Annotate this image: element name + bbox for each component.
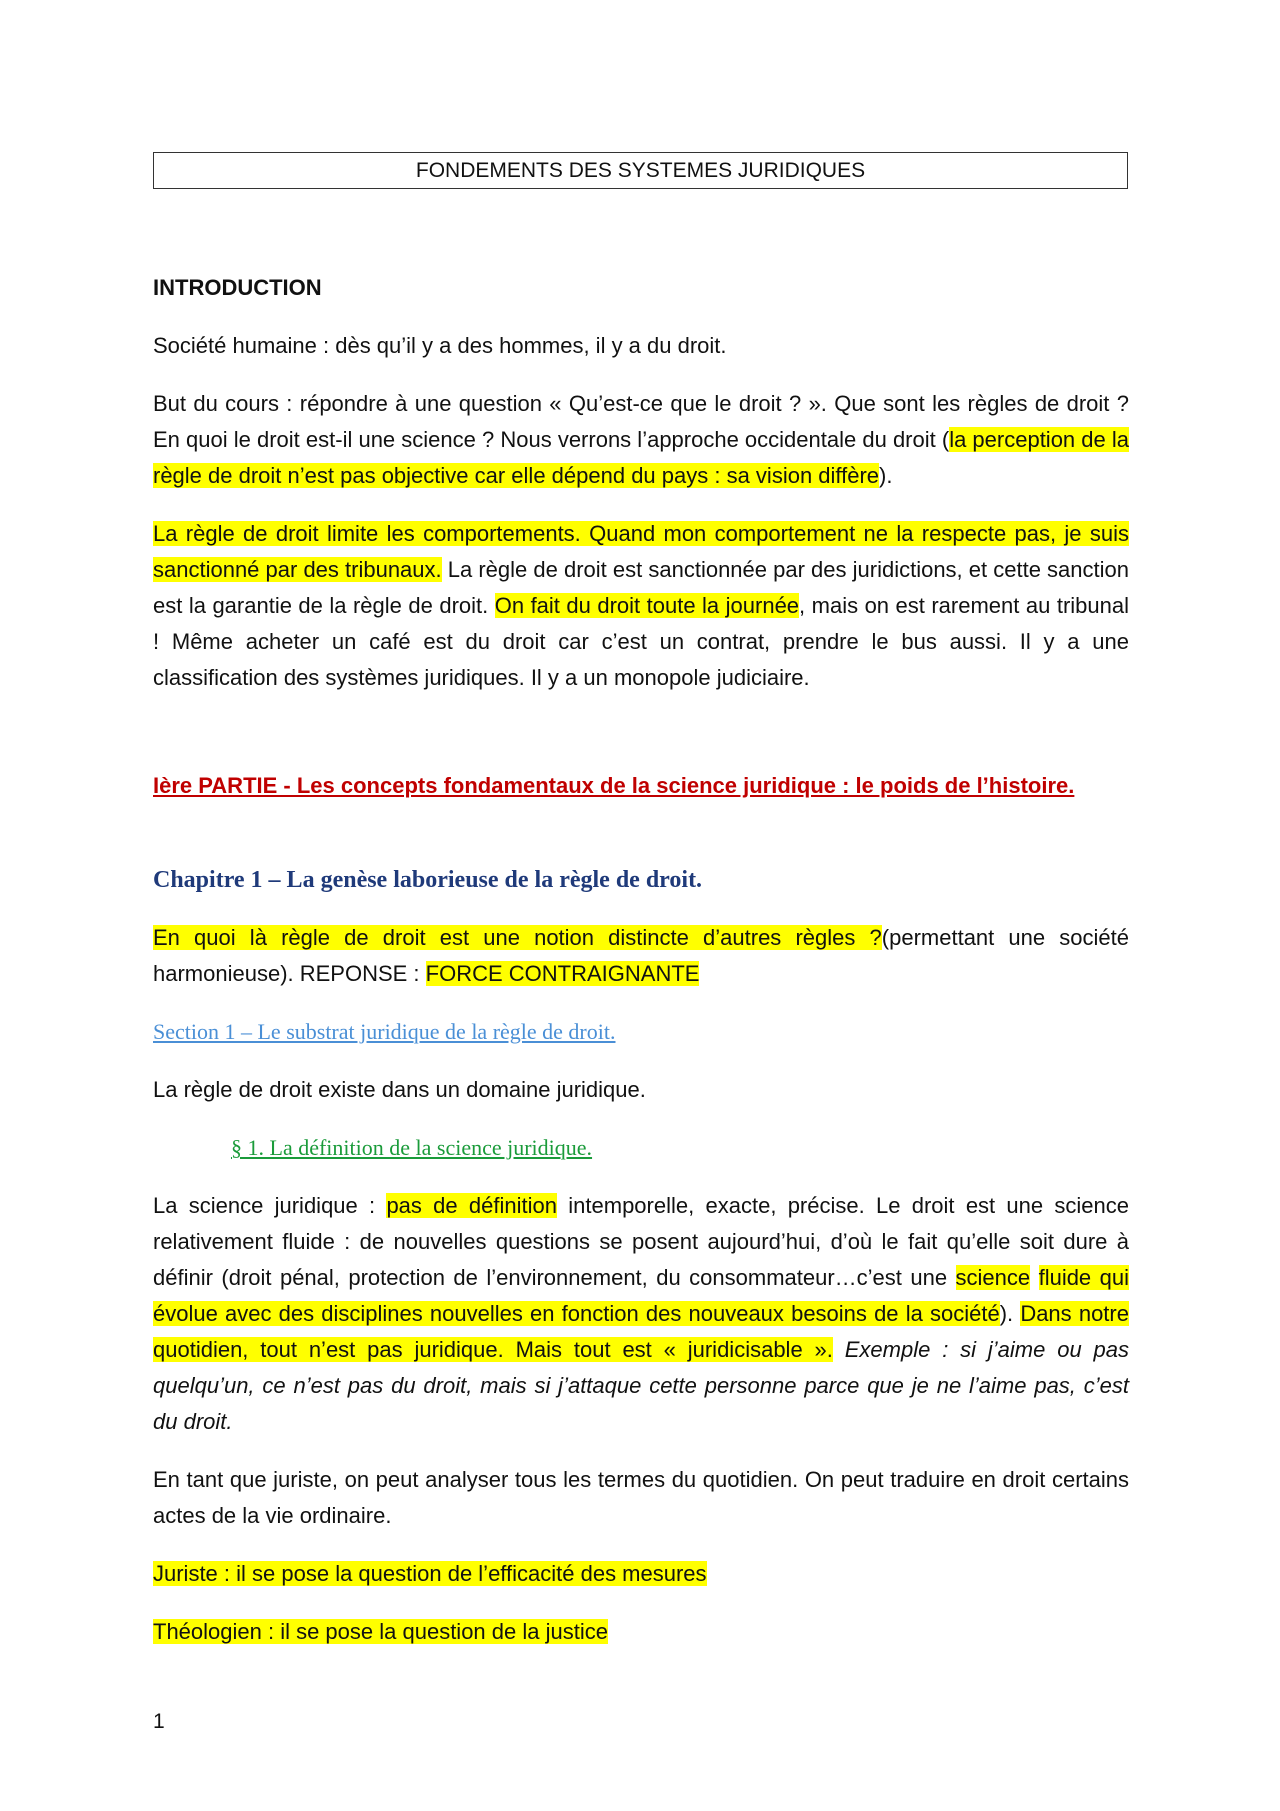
paragraph-9 <box>153 1614 1129 1650</box>
text-run: intemporelle, exacte, précise. Le droit est une science relativement fluide : de nouvelles questions se posent aujourd’hui, d’où le fait qu’elle soit dure à définir (droit pénal, protection de l’environnement, du consommateur…c’est une <box>153 1193 1130 1290</box>
paragraph-7: En tant que juriste, on peut analyser tous les termes du quotidien. On peut traduire en droit certains actes de la vie ordinaire. <box>153 1467 1129 1528</box>
chapter-heading: Chapitre 1 – La genèse laborieuse de la règle de droit. <box>153 867 703 893</box>
text-run: ). <box>999 1301 1021 1326</box>
text-run: La science juridique : <box>153 1193 387 1218</box>
highlighted-text: Dans notre quotidien, tout n’est pas juridique. Mais tout est « juridicisable ». <box>153 1301 1129 1362</box>
paragraph-6 <box>153 1188 1129 1440</box>
paragraph-4 <box>153 920 1129 992</box>
document-title: FONDEMENTS DES SYSTEMES JURIDIQUES <box>153 152 1128 189</box>
highlighted-text: science <box>955 1265 1031 1290</box>
page-number: 1 <box>153 1710 165 1733</box>
text-run <box>1030 1265 1038 1290</box>
text-run: (permettant une société harmonieuse). REPONSE : <box>153 925 1129 986</box>
text-run: But du cours : répondre à une question « Qu’est-ce que le droit ? ». Que sont les règles de droit ? En quoi le droit est-il une science ? Nous verrons l’approche occidentale du droit ( <box>153 391 1129 452</box>
text-run: ). <box>879 463 893 488</box>
document-body <box>153 270 1129 1672</box>
paragraph-5: La règle de droit existe dans un domaine juridique. <box>153 1077 646 1102</box>
part-heading: Ière PARTIE - Les concepts fondamentaux de la science juridique : le poids de l’histoire. <box>153 773 1075 798</box>
subsection-heading: § 1. La définition de la science juridique. <box>231 1135 593 1160</box>
section-heading: Section 1 – Le substrat juridique de la règle de droit. <box>153 1019 616 1044</box>
paragraph-3 <box>153 516 1129 696</box>
highlighted-text: la perception de la règle de droit n’est pas objective car elle dépend du pays : sa vision diffère <box>153 427 1129 488</box>
highlighted-text: pas de définition <box>386 1193 557 1218</box>
highlighted-text: En quoi là règle de droit est une notion distincte d’autres règles ? <box>153 925 882 950</box>
highlighted-text: Théologien : il se pose la question de la justice <box>153 1619 608 1644</box>
highlighted-text: Juriste : il se pose la question de l’efficacité des mesures <box>153 1561 707 1586</box>
paragraph-2 <box>153 386 1129 494</box>
intro-heading: INTRODUCTION <box>153 275 322 300</box>
highlighted-text: fluide qui évolue avec des disciplines nouvelles en fonction des nouveaux besoins de la société <box>153 1265 1129 1326</box>
text-run: , mais on est rarement au tribunal ! Même acheter un café est du droit car c’est un contrat, prendre le bus aussi. Il y a une classification des systèmes juridiques. Il y a un monopole judiciaire. <box>153 593 1129 690</box>
example-text: Exemple : si j’aime ou pas quelqu’un, ce n’est pas du droit, mais si j’attaque cette personne parce que je ne l’aime pas, c’est du droit. <box>153 1337 1130 1434</box>
highlighted-text: FORCE CONTRAIGNANTE <box>425 961 700 986</box>
highlighted-text: On fait du droit toute la journée <box>494 593 800 618</box>
highlighted-text: La règle de droit limite les comportements. Quand mon comportement ne la respecte pas, je suis sanctionné par des tribunaux. <box>153 521 1129 582</box>
paragraph-8 <box>153 1556 1129 1592</box>
text-run: La règle de droit est sanctionnée par des juridictions, et cette sanction est la garantie de la règle de droit. <box>153 557 1130 618</box>
paragraph-1: Société humaine : dès qu’il y a des hommes, il y a du droit. <box>153 333 727 358</box>
